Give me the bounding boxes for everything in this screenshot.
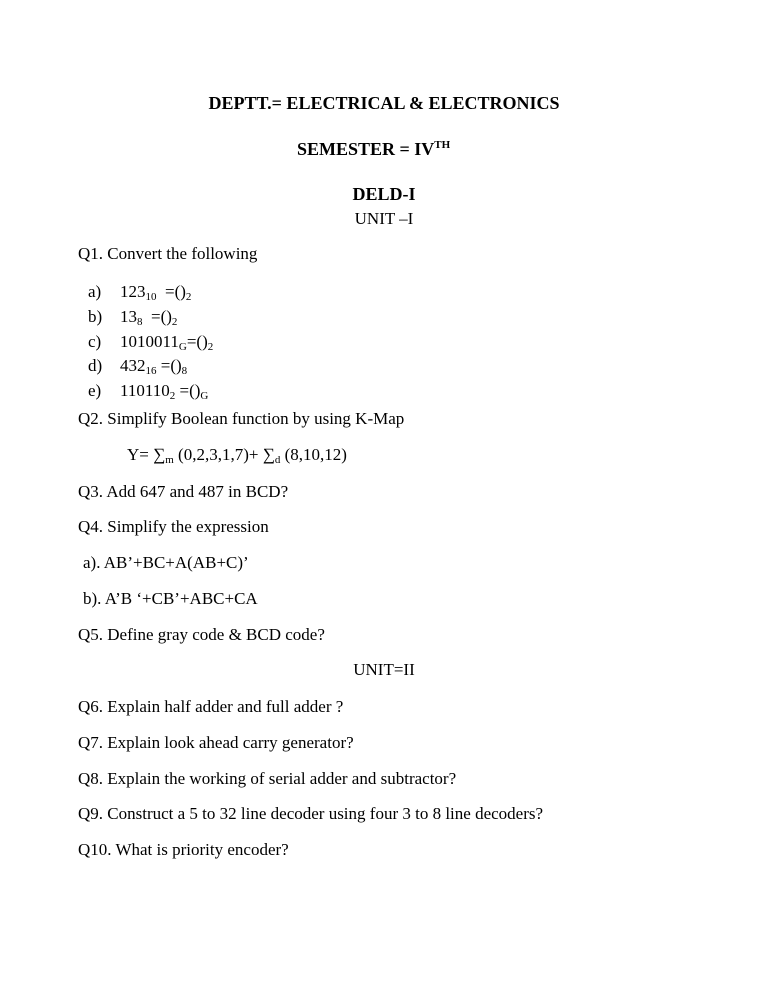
q1-item-rest-sub: 2 <box>207 341 214 353</box>
q8-text: Q8. Explain the working of serial adder and subtractor? <box>78 769 457 788</box>
q2-eq-pre: Y= ∑ <box>127 445 166 464</box>
q1-item-base-sub: 8 <box>137 316 143 328</box>
q1-item-base: 13 <box>120 307 137 326</box>
unit1-title-text: UNIT –I <box>354 209 414 228</box>
q10-text: Q10. What is priority encoder? <box>78 840 289 859</box>
q1-item-label: e) <box>88 381 102 400</box>
q1-item-base: 123 <box>120 282 146 301</box>
q3-text: Q3. Add 647 and 487 in BCD? <box>78 482 289 501</box>
q1-item-d <box>88 356 188 377</box>
semester-suffix: TH <box>434 139 451 151</box>
q2-eq-m: m <box>165 454 174 466</box>
q4-part-a: a). AB’+BC+A(AB+C)’ <box>83 553 249 572</box>
course-text: DELD-I <box>352 184 416 204</box>
q1-item-rest-sub: G <box>200 390 209 402</box>
q1-item-base: 1010011 <box>120 332 179 351</box>
q1-item-a <box>88 282 192 303</box>
q5-text: Q5. Define gray code & BCD code? <box>78 625 325 644</box>
q1-item-label: d) <box>88 356 103 375</box>
q1-item-e <box>88 381 209 402</box>
q1-item-rest: =() <box>156 282 186 301</box>
q2-eq-d: d <box>274 454 281 466</box>
q1-item-rest: =() <box>186 332 208 351</box>
unit2-title <box>0 661 768 678</box>
q1-item-base-sub: G <box>178 341 187 353</box>
q1-item-base-sub: 2 <box>169 390 176 402</box>
semester-heading <box>297 140 450 158</box>
q1-text: Q1. Convert the following <box>78 244 258 263</box>
q1-item-label: c) <box>88 332 102 351</box>
q2-eq-mid: (0,2,3,1,7)+ ∑ <box>173 445 275 464</box>
q1-item-rest-sub: 8 <box>181 365 188 377</box>
q1-item-base-sub: 10 <box>145 291 157 303</box>
q4-part-b: b). A’B ‘+CB’+ABC+CA <box>83 589 258 608</box>
q1-item-base-sub: 16 <box>145 365 157 377</box>
q7-text: Q7. Explain look ahead carry generator? <box>78 733 354 752</box>
q1-item-label: a) <box>88 282 102 301</box>
q1-item-rest: =() <box>156 356 182 375</box>
semester-text: SEMESTER = IV <box>297 139 435 159</box>
q4-text: Q4. Simplify the expression <box>78 517 269 536</box>
unit1-title <box>0 210 768 227</box>
course-heading <box>0 185 768 203</box>
q2-text: Q2. Simplify Boolean function by using K-Map <box>78 409 405 428</box>
q1-item-rest-sub: 2 <box>171 316 178 328</box>
q2-equation <box>127 445 347 466</box>
dept-text: DEPTT.= ELECTRICAL & ELECTRONICS <box>208 93 560 113</box>
q1-item-rest-sub: 2 <box>185 291 192 303</box>
q6-text: Q6. Explain half adder and full adder ? <box>78 697 344 716</box>
dept-heading <box>0 94 768 112</box>
q9-text: Q9. Construct a 5 to 32 line decoder using four 3 to 8 line decoders? <box>78 804 544 823</box>
q1-item-rest: =() <box>142 307 172 326</box>
q1-item-rest: =() <box>175 381 201 400</box>
q1-item-base: 432 <box>120 356 146 375</box>
q1-item-label: b) <box>88 307 103 326</box>
q2-eq-end: (8,10,12) <box>280 445 347 464</box>
q1-item-b <box>88 307 178 328</box>
unit2-title-text: UNIT=II <box>353 660 415 679</box>
q1-item-base: 110110 <box>120 381 170 400</box>
q1-item-c <box>88 332 214 353</box>
